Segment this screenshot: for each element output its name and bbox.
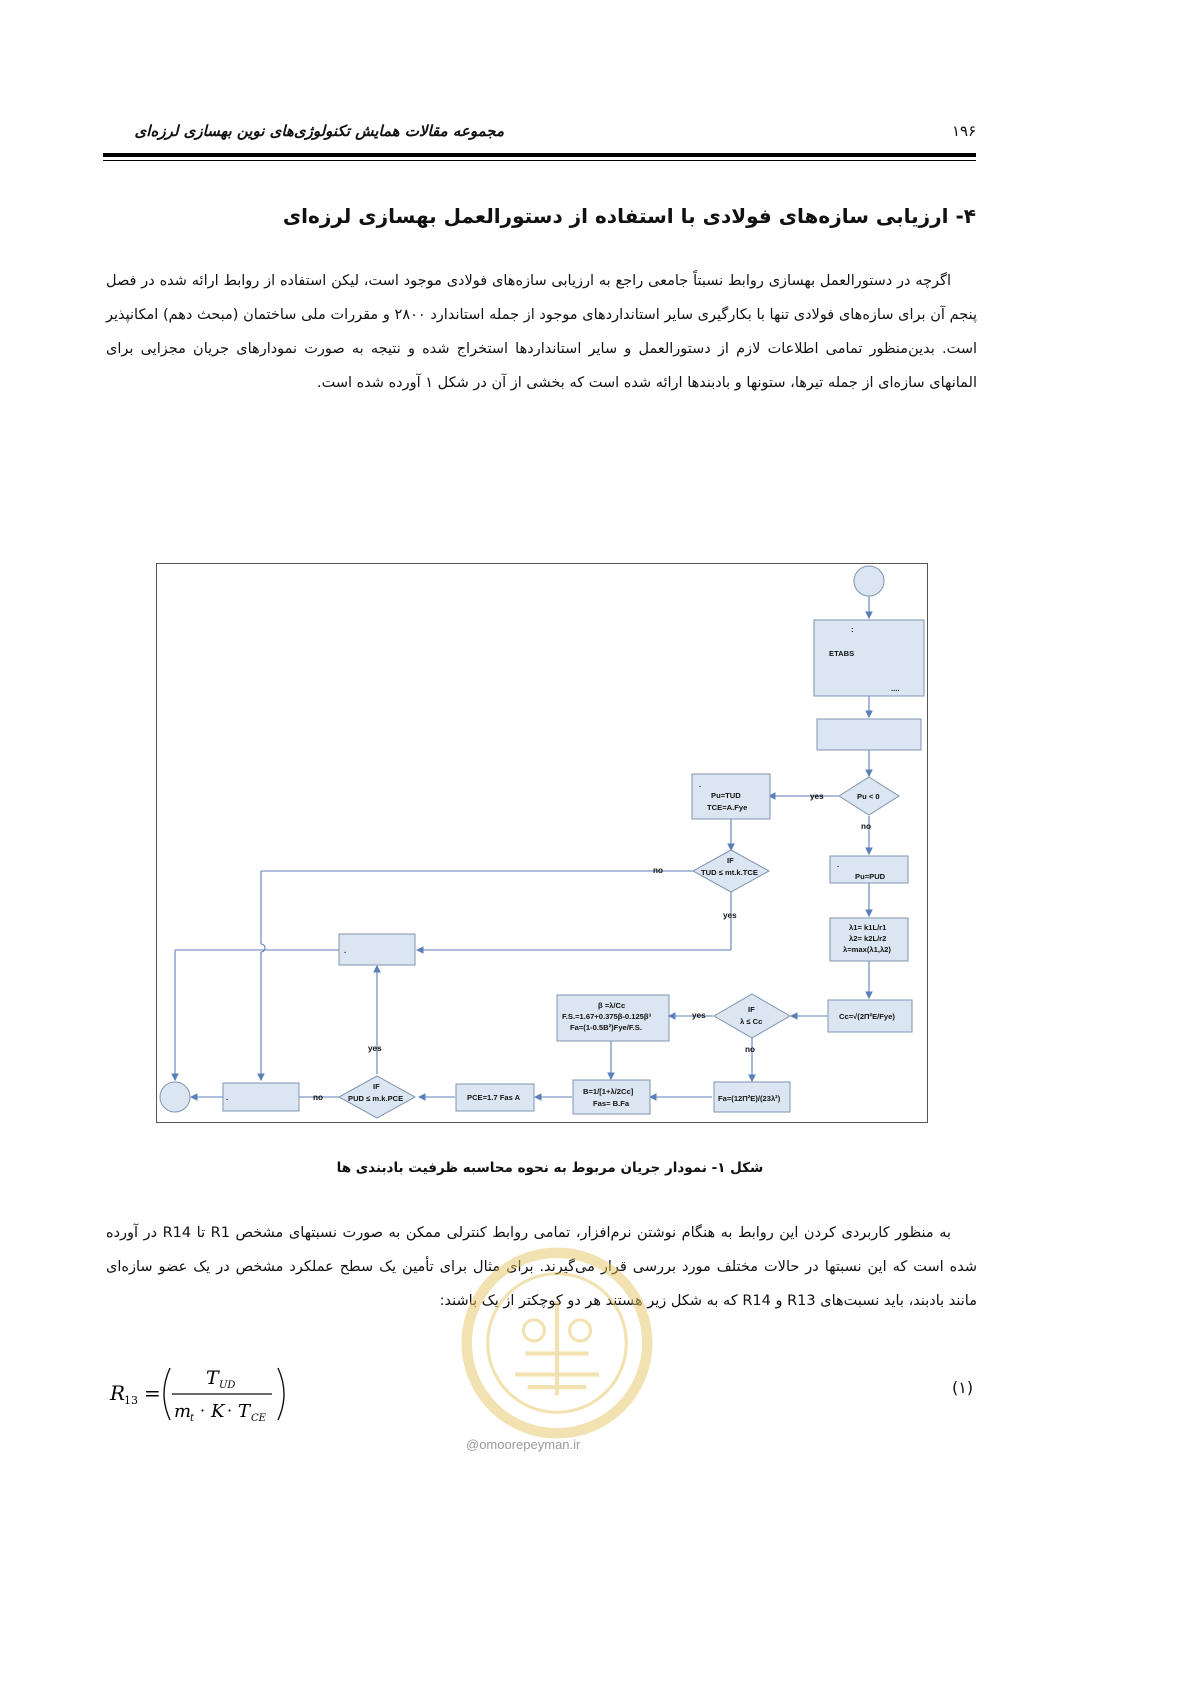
- body-paragraph-1: اگرچه در دستورالعمل بهسازی روابط نسبتاً جامعی راجع به ارزیابی سازه‌های فولادی موجود است، لیکن استفاده از روابط ارائه شده در فصل پنجم آن برای سازه‌های فولادی تنها با بکارگیری سایر استانداردهای موجود از جمله استاندارد ۲۸۰۰ و مقررات ملی ساختمان (مبحث دهم) امکانپذیر است. بدین‌منظور تمامی اطلاعات لازم از دستورالعمل و سایر استانداردها استخراج شده و نتیجه به صورت نمودارهای جریان مجزایی برای المانهای سازه‌ای از جمله تیرها، ستونها و بادبندها ارائه شده است که بخشی از آن در شکل ۱ آورده شده است.: [106, 273, 977, 391]
- decision-pu-sign: [839, 777, 899, 815]
- eq-den-k: K: [211, 1401, 225, 1422]
- decision-tension-line-2: TUD ≤ mt.k.TCE: [701, 868, 758, 877]
- elastic-box: [714, 1082, 790, 1112]
- equation-number: (۱): [952, 1378, 974, 1397]
- tension-line-2: Pu=TUD: [711, 791, 741, 800]
- result-box-inadequate: [223, 1083, 299, 1111]
- label-no-pu: no: [861, 822, 872, 831]
- label-yes-tension: yes: [723, 911, 737, 920]
- label-yes-pu: yes: [810, 792, 824, 801]
- eq-dot-2: ·: [227, 1401, 233, 1420]
- label-no-compression: no: [313, 1093, 324, 1102]
- compression-line-1: .: [837, 860, 840, 869]
- read-input-line-3: ....: [891, 684, 900, 693]
- eq-paren-left: [164, 1368, 170, 1420]
- flowchart-figure: [156, 563, 928, 1123]
- eq-numerator: T: [206, 1367, 219, 1389]
- eq-lhs: R: [110, 1381, 126, 1405]
- watermark-url: @omoorepeyman.ir: [466, 1437, 581, 1452]
- body-paragraph-2: به منظور کاربردی کردن این روابط به هنگام نوشتن نرم‌افزار، تمامی روابط کنترلی ممکن به صورت نسبتهای مشخص R1 تا R14 در آورده شده است که این نسبتها در حالات مختلف مورد بررسی قرار می‌گیرند. برای مثال برای تأمین یک سطح عملکرد مشخص در یک عضو سازه‌ای مانند بادبند، باید نسبت‌های R13 و R14 که به شکل زیر هستند هر دو کوچکتر از یک باشند:: [106, 1225, 977, 1309]
- eq-lhs-sub: 13: [124, 1394, 138, 1407]
- decision-compression-line-2: PUD ≤ m.k.PCE: [348, 1094, 404, 1103]
- running-header-title: مجموعه مقالات همایش تکنولوژی‌های نوین بهسازی لرزه‌ای: [134, 122, 504, 140]
- label-no-tension: no: [653, 866, 664, 875]
- process-box-empty: [817, 719, 921, 750]
- read-input-box: [814, 620, 924, 696]
- slenderness-line-2: λ2= k2L/r2: [849, 934, 887, 943]
- page-number: ۱۹۶: [952, 122, 977, 140]
- decision-lambda-line-1: IF: [748, 1005, 755, 1014]
- header-rule-thin: [103, 160, 976, 161]
- eq-equals: =: [144, 1381, 161, 1405]
- header-rule-thick: [103, 153, 976, 157]
- result-inadequate-text: .: [226, 1093, 229, 1102]
- reduction-line-2: Fas= B.Fa: [593, 1099, 630, 1108]
- tension-box: [692, 774, 770, 819]
- decision-tension-line-1: IF: [727, 856, 734, 865]
- eq-paren-right: [278, 1368, 284, 1420]
- decision-lambda: [714, 994, 790, 1038]
- result-box-adequate: [339, 934, 415, 965]
- compression-line-2: Pu=PUD: [855, 872, 886, 881]
- inelastic-line-3: Fa=(1-0.5B²)Fye/F.S.: [570, 1023, 642, 1032]
- end-node: [160, 1082, 190, 1112]
- slenderness-line-1: λ1= k1L/r1: [849, 923, 887, 932]
- decision-compression-line-1: IF: [373, 1082, 380, 1091]
- slenderness-box: [830, 918, 908, 961]
- inelastic-line-1: β =λ/Cc: [598, 1001, 626, 1010]
- eq-den-t: T: [238, 1401, 251, 1422]
- eq-den-m: m: [174, 1401, 192, 1422]
- eq-numerator-sub: UD: [219, 1380, 236, 1391]
- label-no-lambda: no: [745, 1045, 756, 1054]
- read-input-line-1: :: [851, 625, 854, 634]
- eq-den-m-sub: t: [190, 1413, 195, 1424]
- tension-line-3: TCE=A.Fye: [707, 803, 748, 812]
- section-heading: ۴- ارزیابی سازه‌های فولادی با استفاده از دستورالعمل بهسازی لرزه‌ای: [282, 204, 976, 228]
- inelastic-line-2: F.S.=1.67+0.375β-0.125β³: [562, 1012, 652, 1021]
- decision-tension-capacity: [693, 850, 769, 892]
- result-adequate-text: .: [344, 946, 347, 955]
- equation-r13: [108, 1362, 408, 1426]
- slenderness-line-3: λ=max(λ1,λ2): [843, 945, 891, 954]
- start-node: [854, 566, 884, 596]
- reduction-box: [573, 1080, 650, 1114]
- eq-dot-1: ·: [200, 1401, 206, 1420]
- eq-den-t-sub: CE: [251, 1413, 266, 1424]
- decision-lambda-line-2: λ ≤ Cc: [740, 1017, 763, 1026]
- figure-caption: شکل ۱- نمودار جریان مربوط به نحوه محاسبه ظرفیت بادبندی ها: [336, 1160, 764, 1176]
- pce-text: PCE=1.7 Fas A: [467, 1093, 521, 1102]
- watermark-seal: [452, 1238, 662, 1448]
- flowchart-canvas: [157, 564, 927, 1122]
- cc-box: [828, 1000, 912, 1032]
- pce-box: [456, 1084, 534, 1111]
- decision-compression-capacity: [339, 1076, 415, 1118]
- elastic-text: Fa=(12Π²E)/(23λ²): [718, 1094, 781, 1103]
- decision-pu-text: Pu < 0: [857, 792, 880, 801]
- inelastic-box: [557, 995, 669, 1041]
- tension-line-1: .: [699, 780, 702, 789]
- label-yes-compression: yes: [368, 1044, 382, 1053]
- compression-box: [830, 856, 908, 883]
- label-yes-lambda: yes: [692, 1011, 706, 1020]
- read-input-line-2: ETABS: [829, 649, 855, 658]
- reduction-line-1: B=1/[1+λ/2Cc]: [583, 1087, 634, 1096]
- cc-text: Cc=√(2Π²E/Fye): [839, 1012, 895, 1021]
